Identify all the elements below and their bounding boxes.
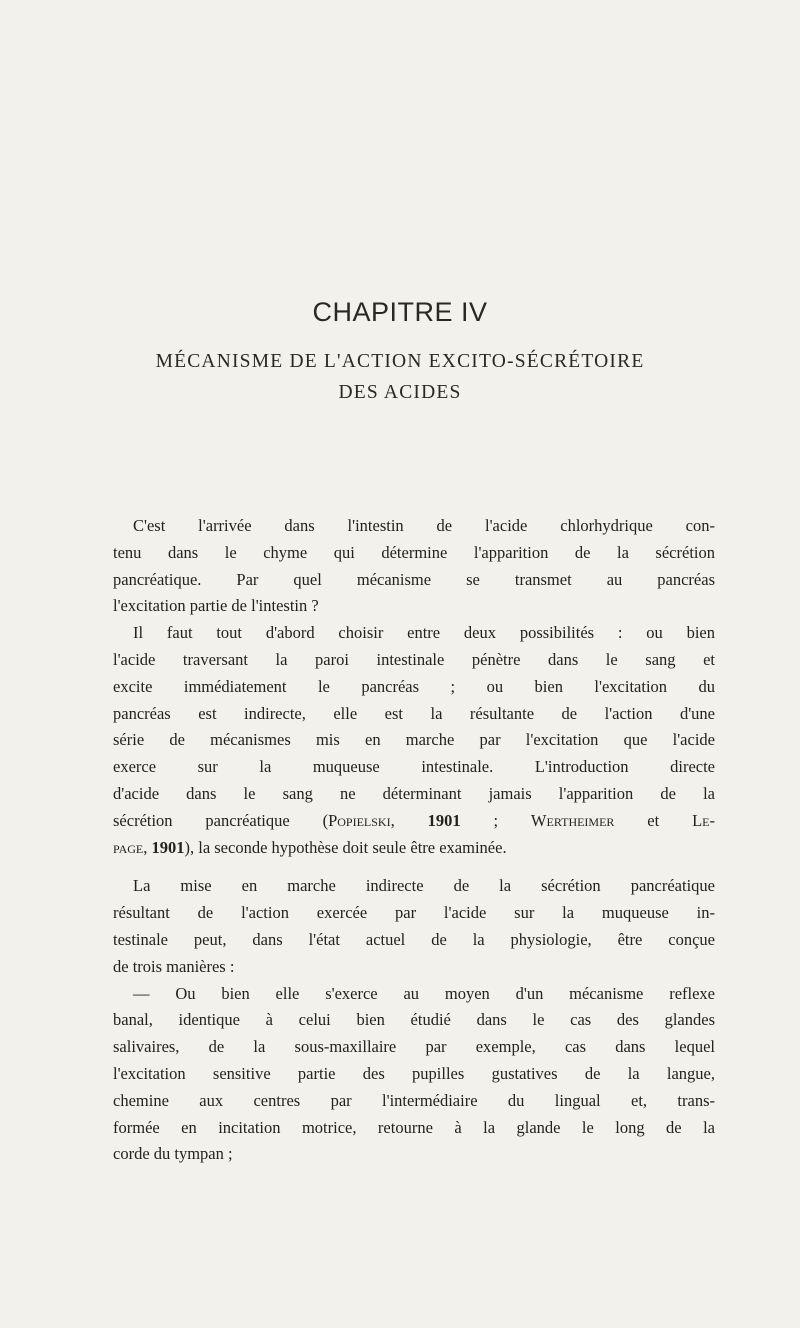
- section-title-line-2: DES ACIDES: [338, 382, 462, 403]
- text-line: Il faut tout d'abord choisir entre deux possibilités : ou bien: [133, 623, 715, 643]
- section-title: [40, 346, 760, 408]
- author-lepage: page: [113, 837, 144, 857]
- text-line: l'excitation partie de l'intestin ?: [113, 596, 319, 616]
- text-line: C'est l'arrivée dans l'intestin de l'acide chlorhydrique con-: [133, 516, 715, 535]
- section-title-line-1: MÉCANISME DE L'ACTION EXCITO-SÉCRÉTOIRE: [155, 351, 645, 372]
- text-segment: ), la seconde hypothèse doit seule être examinée.: [184, 837, 507, 857]
- text-line: tenu dans le chyme qui détermine l'apparition de la sécrétion: [113, 542, 715, 562]
- text-segment: ;: [460, 810, 531, 830]
- paragraph-1: [113, 513, 715, 620]
- text-line: l'excitation sensitive partie des pupilles gustatives de la langue,: [113, 1063, 715, 1083]
- text-line-citation: [113, 808, 715, 835]
- text-segment: et: [614, 810, 693, 830]
- text-line: d'acide dans le sang ne déterminant jamais l'apparition de la: [113, 783, 715, 803]
- text-segment: ,: [143, 837, 152, 857]
- text-line: pancréas est indirecte, elle est la résultante de l'action d'une: [113, 703, 715, 723]
- author-lepage: Le-: [692, 810, 715, 830]
- body-text: [113, 513, 715, 1168]
- text-line: de trois manières :: [113, 956, 235, 976]
- text-line: corde du tympan ;: [113, 1144, 233, 1164]
- text-line: salivaires, de la sous-maxillaire par exemple, cas dans lequel: [113, 1037, 715, 1057]
- text-line: pancréatique. Par quel mécanisme se transmet au pancréas: [113, 569, 715, 589]
- paragraph-2: [113, 620, 715, 861]
- citation-year: 1901: [151, 837, 185, 857]
- author-popielski: Popielski: [328, 810, 391, 830]
- text-line: série de mécanismes mis en marche par l'excitation que l'acide: [113, 730, 715, 750]
- text-segment: ,: [390, 810, 428, 830]
- author-wertheimer: Wertheimer: [530, 810, 615, 830]
- text-segment: sécrétion pancréatique (: [113, 810, 329, 830]
- text-line: chemine aux centres par l'intermédiaire du lingual et, trans-: [113, 1090, 715, 1110]
- text-line: testinale peut, dans l'état actuel de la physiologie, être conçue: [113, 929, 715, 949]
- text-line: exerce sur la muqueuse intestinale. L'introduction directe: [113, 757, 715, 777]
- citation-year: 1901: [427, 810, 461, 830]
- text-line: La mise en marche indirecte de la sécrétion pancréatique: [133, 876, 715, 896]
- text-line: résultant de l'action exercée par l'acide sur la muqueuse in-: [113, 903, 715, 923]
- paragraph-4: [113, 981, 715, 1169]
- chapter-heading: CHAPITRE IV: [312, 297, 488, 327]
- text-line: banal, identique à celui bien étudié dans le cas des glandes: [113, 1010, 715, 1030]
- text-line: excite immédiatement le pancréas ; ou bien l'excitation du: [113, 676, 715, 696]
- text-line: formée en incitation motrice, retourne à la glande le long de la: [113, 1117, 715, 1137]
- paragraph-gap: [113, 861, 715, 873]
- text-line: l'acide traversant la paroi intestinale pénètre dans le sang et: [113, 649, 715, 669]
- paragraph-3: [113, 873, 715, 980]
- text-line-citation: [113, 835, 715, 862]
- text-line: — Ou bien elle s'exerce au moyen d'un mécanisme reflexe: [133, 983, 715, 1003]
